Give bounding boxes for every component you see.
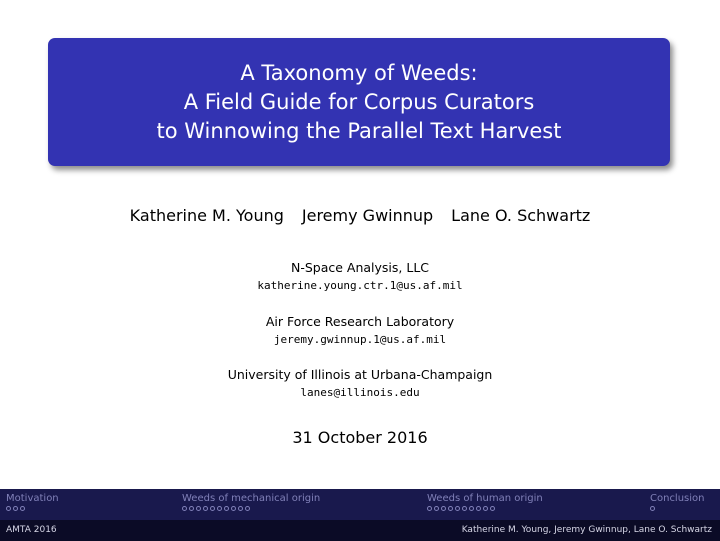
footer-bar [0, 520, 720, 541]
slide-dot[interactable] [189, 506, 194, 511]
institution-name: N-Space Analysis, LLC [290, 260, 430, 275]
nav-section-mechanical[interactable] [182, 493, 320, 511]
slide-dot[interactable] [245, 506, 250, 511]
slide-dot[interactable] [203, 506, 208, 511]
slide-dot[interactable] [427, 506, 432, 511]
affiliation-2 [0, 312, 720, 348]
section-navigation-bar [0, 489, 720, 520]
nav-section-motivation[interactable] [6, 493, 59, 511]
slide-dot[interactable] [483, 506, 488, 511]
slide-dot[interactable] [13, 506, 18, 511]
slide-dot[interactable] [210, 506, 215, 511]
author-3: Lane O. Schwartz [451, 206, 591, 225]
title-line-3: to Winnowing the Parallel Text Harvest [156, 118, 562, 143]
slide-dot[interactable] [196, 506, 201, 511]
institution-name: University of Illinois at Urbana-Champaign [227, 367, 493, 382]
slide-dot[interactable] [434, 506, 439, 511]
author-1: Katherine M. Young [129, 206, 284, 225]
slide-dot[interactable] [224, 506, 229, 511]
nav-section-label: Motivation [6, 493, 59, 504]
footer-conference: AMTA 2016 [6, 525, 57, 535]
nav-section-human[interactable] [427, 493, 543, 511]
slide-dot[interactable] [455, 506, 460, 511]
slide-dot[interactable] [182, 506, 187, 511]
slide-dot[interactable] [20, 506, 25, 511]
slide-dots [650, 506, 705, 511]
author-email: katherine.young.ctr.1@us.af.mil [257, 279, 463, 292]
nav-section-label: Weeds of human origin [427, 493, 543, 504]
title-line-2: A Field Guide for Corpus Curators [183, 89, 535, 114]
author-email: lanes@illinois.edu [300, 386, 420, 399]
slide-dot[interactable] [217, 506, 222, 511]
slide-dots [182, 506, 320, 511]
nav-section-label: Weeds of mechanical origin [182, 493, 321, 504]
slide-dot[interactable] [448, 506, 453, 511]
institution-name: Air Force Research Laboratory [265, 314, 455, 329]
slide-dot[interactable] [462, 506, 467, 511]
slide-dot[interactable] [441, 506, 446, 511]
slide-dot[interactable] [469, 506, 474, 511]
author-email: jeremy.gwinnup.1@us.af.mil [273, 333, 447, 346]
slide-dot[interactable] [6, 506, 11, 511]
author-2: Jeremy Gwinnup [301, 206, 434, 225]
slide-dot[interactable] [238, 506, 243, 511]
affiliation-1 [0, 258, 720, 294]
title-box [48, 38, 670, 166]
slide-dot[interactable] [476, 506, 481, 511]
nav-section-label: Conclusion [650, 493, 705, 504]
slide-dot[interactable] [490, 506, 495, 511]
slide-dot[interactable] [231, 506, 236, 511]
slide-dots [427, 506, 543, 511]
presentation-date: 31 October 2016 [292, 428, 428, 447]
nav-section-conclusion[interactable] [650, 493, 705, 511]
affiliation-3 [0, 365, 720, 401]
footer-authors: Katherine M. Young, Jeremy Gwinnup, Lane O. Schwartz [461, 525, 712, 535]
slide-dots [6, 506, 59, 511]
author-list [0, 206, 720, 225]
title-line-1: A Taxonomy of Weeds: [240, 60, 478, 85]
slide-dot[interactable] [650, 506, 655, 511]
